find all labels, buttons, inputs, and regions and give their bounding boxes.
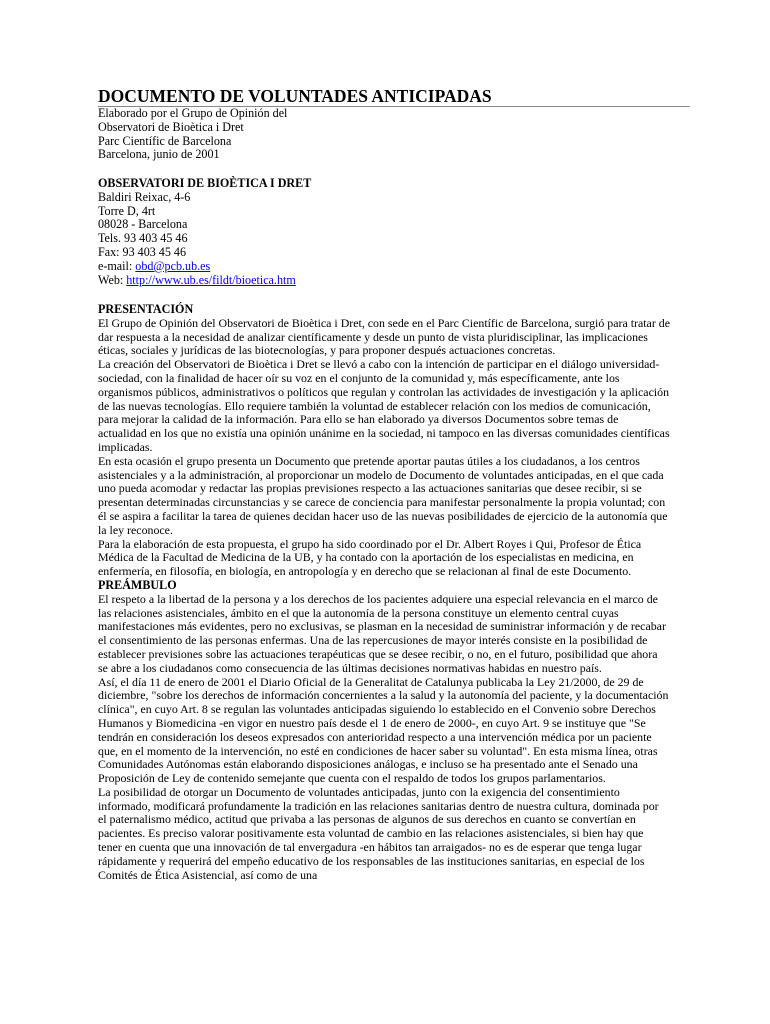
document-body bbox=[98, 303, 670, 882]
email-line bbox=[98, 260, 678, 274]
fax-line: Fax: 93 403 45 46 bbox=[98, 244, 187, 259]
intro-line: Barcelona, junio de 2001 bbox=[98, 147, 220, 162]
web-label: Web: bbox=[98, 272, 127, 287]
address-line: Torre D, 4rt bbox=[98, 203, 156, 218]
section-heading-presentacion: PRESENTACIÓN bbox=[98, 302, 194, 316]
paragraph: Así, el día 11 de enero de 2001 el Diario Oficial de la Generalitat de Catalunya publicaba la Ley 21/2000, de 29 de diciembre, "sobre los derechos de información concernientes a la salud y la autonomía del paciente, y la documentación clínica", en cuyo Art. 8 se regulan las voluntades anticipadas siguiendo lo establecido en el Convenio sobre Derechos Humanos y Biomedicina -en vigor en nuestro país desde el 1 de enero de 2000-, en cuyo Art. 9 se instituye que "Se tendrán en consideración los deseos expresados con anterioridad respecto a una intervención médica por un paciente que, en el momento de la intervención, no esté en condiciones de hacer saber su voluntad". En esta misma línea, otras Comunidades Autónomas están elaborando disposiciones análogas, e incluso se ha presentado ante el Senado una Proposición de Ley de contenido semejante que cuenta con el respaldo de todos los grupos parlamentarios. bbox=[98, 674, 669, 786]
document-title: DOCUMENTO DE VOLUNTADES ANTICIPADAS bbox=[98, 86, 690, 107]
paragraph: El respeto a la libertad de la persona y a los derechos de los pacientes adquiere una especial relevancia en el marco de las relaciones asistenciales, ámbito en el que la autonomía de la persona constituye un elemento central cuyas manifestaciones más evidentes, pero no exclusivas, se plasman en la necesidad de suministrar información y de recabar el consentimiento de las personas enfermas. Una de las repercusiones de mayor interés consiste en la posibilidad de establecer previsiones sobre las actuaciones terapéuticas que se desee recibir, o no, en el futuro, posibilidad que ahora se abre a los ciudadanos como consecuencia de las últimas decisiones normativas habidas en nuestro país. bbox=[98, 591, 666, 675]
address-line: Baldiri Reixac, 4-6 bbox=[98, 189, 191, 204]
address-line: 08028 - Barcelona bbox=[98, 217, 188, 232]
intro-line: Elaborado por el Grupo de Opinión del bbox=[98, 106, 288, 120]
web-link[interactable]: http://www.ub.es/fildt/bioetica.htm bbox=[126, 272, 296, 287]
paragraph: La posibilidad de otorgar un Documento de voluntades anticipadas, junto con la exigencia del consentimiento informado, modificará profundamente la tradición en las relaciones sanitarias dentro de nuestra cultura, dominada por el paternalismo médico, actitud que privaba a las personas de algunos de sus derechos en cuanto se convertían en pacientes. Es preciso valorar positivamente esta voluntad de cambio en las relaciones asistenciales, si bien hay que tener en cuenta que una innovación de tal envergadura -en hábitos tan arraigados- no es de esperar que tenga lugar rápidamente y requerirá del empeño educativo de los responsables de las instituciones sanitarias, en especial de los Comités de Ética Asistencial, así como de una bbox=[98, 784, 659, 882]
paragraph: El Grupo de Opinión del Observatori de Bioètica i Dret, con sede en el Parc Científic de Barcelona, surgió para tratar de dar respuesta a la necesidad de analizar científicamente y desde un punto de vista pluridisciplinar, las implicaciones éticas, sociales y jurídicas de las biotecnologías, y para proponer después actuaciones concretas. bbox=[98, 315, 670, 358]
paragraph: Para la elaboración de esta propuesta, el grupo ha sido coordinado por el Dr. Albert Royes i Qui, Profesor de Ética Médica de la Facultad de Medicina de la UB, y ha contado con la aportación de los especialistas en medicina, en enfermería, en filosofía, en biología, en antropología y en derecho que se relacionan al final de este Documento. bbox=[98, 536, 642, 579]
email-label: e-mail: bbox=[98, 258, 136, 273]
contact-block bbox=[98, 177, 678, 287]
intro-line: Parc Científic de Barcelona bbox=[98, 133, 232, 148]
section-heading-preambulo: PREÁMBULO bbox=[98, 577, 177, 592]
paragraph: La creación del Observatori de Bioètica i Dret se llevó a cabo con la intención de participar en el diálogo universidad-sociedad, con la finalidad de hacer oír su voz en el conjunto de la comunidad y, más específicamente, ante los organismos públicos, administrativos o políticos que regulan y controlan las actividades de investigación y la aplicación de las nuevas tecnologías. Ello requiere también la voluntad de establecer relación con los medios de comunicación, para mejorar la calidad de la información. Para ello se han elaborado ya diversos Documentos sobre temas de actualidad en los que no existía una opinión unánime en la sociedad, ni tampoco en las diversas comunidades científicas implicadas. bbox=[98, 357, 670, 454]
intro-block bbox=[98, 107, 678, 162]
intro-line: Observatori de Bioètica i Dret bbox=[98, 119, 244, 134]
web-line bbox=[98, 274, 678, 288]
email-link[interactable]: obd@pcb.ub.es bbox=[135, 258, 211, 273]
phone-line: Tels. 93 403 45 46 bbox=[98, 231, 188, 246]
contact-heading: OBSERVATORI DE BIOÈTICA I DRET bbox=[98, 176, 312, 190]
paragraph: En esta ocasión el grupo presenta un Documento que pretende aportar pautas útiles a los ciudadanos, a los centros asistenciales y a la administración, al proporcionar un modelo de Documento de voluntades anticipadas, en el que cada uno pueda acomodar y redactar las propias previsiones respecto a las actuaciones sanitarias que desee recibir, si se presentan determinadas circunstancias y se carece de conciencia para manifestar personalmente la propia voluntad; con él se aspira a facilitar la tarea de quienes decidan hacer uso de las nuevas posibilidades de ejercicio de la autonomía que la ley reconoce. bbox=[98, 453, 668, 537]
